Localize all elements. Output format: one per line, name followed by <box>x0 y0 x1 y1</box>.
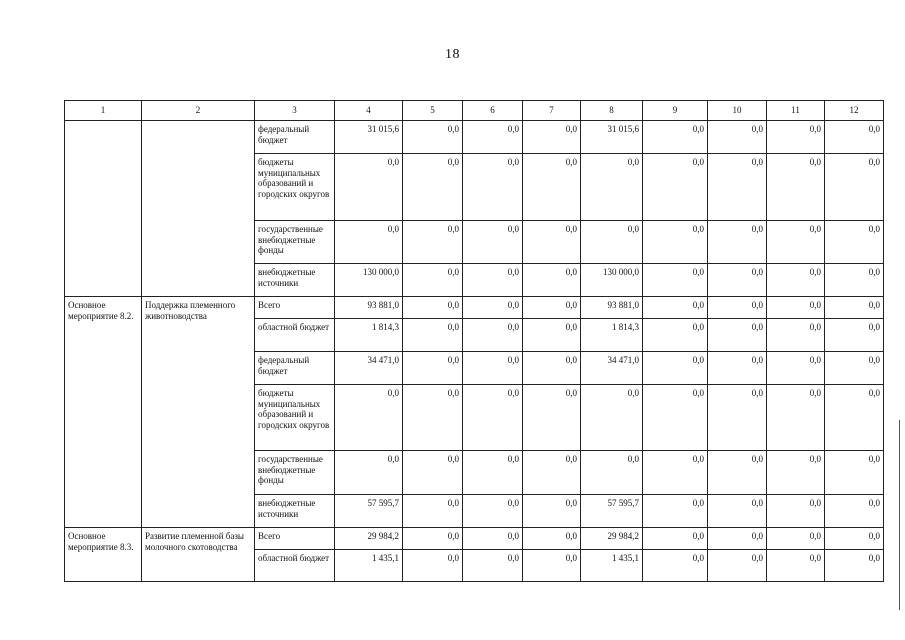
funding-source: Всего <box>255 528 335 550</box>
page-number: 18 <box>445 47 460 62</box>
event-name-cell <box>142 121 255 297</box>
value-cell: 0,0 <box>335 385 403 451</box>
scan-edge-mark <box>899 420 900 610</box>
column-header: 1 <box>65 101 142 121</box>
value-cell: 34 471,0 <box>581 352 643 385</box>
funding-source: государственные внебюджетные фонды <box>255 451 335 495</box>
column-header: 4 <box>335 101 403 121</box>
value-cell: 0,0 <box>463 528 523 550</box>
value-cell: 0,0 <box>523 352 581 385</box>
value-cell: 0,0 <box>643 528 708 550</box>
table-row <box>65 297 884 319</box>
value-cell: 0,0 <box>825 550 884 582</box>
funding-source: областной бюджет <box>255 319 335 352</box>
column-header: 11 <box>767 101 825 121</box>
value-cell: 0,0 <box>335 154 403 221</box>
value-cell: 0,0 <box>463 385 523 451</box>
value-cell: 0,0 <box>708 550 767 582</box>
value-cell: 0,0 <box>767 550 825 582</box>
value-cell: 0,0 <box>767 121 825 154</box>
value-cell: 1 814,3 <box>581 319 643 352</box>
value-cell: 0,0 <box>403 385 463 451</box>
value-cell: 0,0 <box>643 221 708 264</box>
value-cell: 0,0 <box>335 221 403 264</box>
value-cell: 0,0 <box>523 319 581 352</box>
budget-table <box>64 100 884 582</box>
value-cell: 0,0 <box>643 385 708 451</box>
value-cell: 1 814,3 <box>335 319 403 352</box>
value-cell: 0,0 <box>825 297 884 319</box>
value-cell: 0,0 <box>643 550 708 582</box>
value-cell: 0,0 <box>403 451 463 495</box>
value-cell: 0,0 <box>463 550 523 582</box>
value-cell: 0,0 <box>767 528 825 550</box>
value-cell: 0,0 <box>825 221 884 264</box>
value-cell: 0,0 <box>463 451 523 495</box>
value-cell: 0,0 <box>767 319 825 352</box>
event-cell <box>65 121 142 297</box>
value-cell: 0,0 <box>825 495 884 528</box>
value-cell: 0,0 <box>767 221 825 264</box>
column-header: 9 <box>643 101 708 121</box>
value-cell: 0,0 <box>403 297 463 319</box>
value-cell: 0,0 <box>403 264 463 297</box>
value-cell: 0,0 <box>767 264 825 297</box>
value-cell: 0,0 <box>403 154 463 221</box>
value-cell: 0,0 <box>643 495 708 528</box>
value-cell: 130 000,0 <box>581 264 643 297</box>
column-header: 8 <box>581 101 643 121</box>
funding-source: внебюджетные источники <box>255 264 335 297</box>
value-cell: 0,0 <box>523 528 581 550</box>
value-cell: 0,0 <box>463 221 523 264</box>
value-cell: 0,0 <box>463 264 523 297</box>
value-cell: 31 015,6 <box>335 121 403 154</box>
table-row <box>65 528 884 550</box>
value-cell: 0,0 <box>581 385 643 451</box>
event-cell: Основное мероприятие 8.2. <box>65 297 142 528</box>
column-header: 5 <box>403 101 463 121</box>
value-cell: 0,0 <box>403 495 463 528</box>
value-cell: 0,0 <box>403 528 463 550</box>
value-cell: 0,0 <box>523 121 581 154</box>
value-cell: 0,0 <box>825 385 884 451</box>
value-cell: 0,0 <box>403 121 463 154</box>
value-cell: 0,0 <box>523 451 581 495</box>
value-cell: 0,0 <box>581 451 643 495</box>
value-cell: 0,0 <box>767 495 825 528</box>
value-cell: 0,0 <box>825 319 884 352</box>
value-cell: 0,0 <box>767 154 825 221</box>
value-cell: 0,0 <box>403 352 463 385</box>
value-cell: 0,0 <box>523 495 581 528</box>
value-cell: 0,0 <box>825 352 884 385</box>
value-cell: 0,0 <box>708 319 767 352</box>
value-cell: 29 984,2 <box>581 528 643 550</box>
value-cell: 0,0 <box>403 319 463 352</box>
value-cell: 34 471,0 <box>335 352 403 385</box>
value-cell: 29 984,2 <box>335 528 403 550</box>
column-header: 7 <box>523 101 581 121</box>
value-cell: 0,0 <box>643 154 708 221</box>
value-cell: 57 595,7 <box>581 495 643 528</box>
column-header: 12 <box>825 101 884 121</box>
value-cell: 0,0 <box>463 495 523 528</box>
value-cell: 0,0 <box>403 550 463 582</box>
event-cell: Основное мероприятие 8.3. <box>65 528 142 582</box>
funding-source: бюджеты муниципальных образований и городских округов <box>255 385 335 451</box>
value-cell: 1 435,1 <box>581 550 643 582</box>
value-cell: 0,0 <box>643 297 708 319</box>
value-cell: 0,0 <box>523 297 581 319</box>
header-row <box>65 101 884 121</box>
value-cell: 93 881,0 <box>581 297 643 319</box>
value-cell: 0,0 <box>708 495 767 528</box>
value-cell: 0,0 <box>708 451 767 495</box>
value-cell: 0,0 <box>523 154 581 221</box>
value-cell: 0,0 <box>825 528 884 550</box>
funding-source: областной бюджет <box>255 550 335 582</box>
value-cell: 0,0 <box>463 121 523 154</box>
value-cell: 0,0 <box>708 221 767 264</box>
value-cell: 0,0 <box>523 221 581 264</box>
funding-source: федеральный бюджет <box>255 121 335 154</box>
value-cell: 0,0 <box>825 264 884 297</box>
value-cell: 0,0 <box>708 385 767 451</box>
value-cell: 130 000,0 <box>335 264 403 297</box>
value-cell: 0,0 <box>463 319 523 352</box>
value-cell: 0,0 <box>825 121 884 154</box>
value-cell: 0,0 <box>335 451 403 495</box>
value-cell: 93 881,0 <box>335 297 403 319</box>
column-header: 10 <box>708 101 767 121</box>
value-cell: 0,0 <box>463 297 523 319</box>
value-cell: 0,0 <box>825 451 884 495</box>
value-cell: 0,0 <box>643 264 708 297</box>
value-cell: 0,0 <box>643 319 708 352</box>
table-row <box>65 121 884 154</box>
funding-source: государственные внебюджетные фонды <box>255 221 335 264</box>
value-cell: 0,0 <box>767 297 825 319</box>
value-cell: 0,0 <box>523 550 581 582</box>
value-cell: 0,0 <box>708 121 767 154</box>
event-name-cell: Развитие племенной базы молочного скотоводства <box>142 528 255 582</box>
value-cell: 1 435,1 <box>335 550 403 582</box>
value-cell: 0,0 <box>767 385 825 451</box>
funding-source: федеральный бюджет <box>255 352 335 385</box>
value-cell: 0,0 <box>581 154 643 221</box>
event-name-cell: Поддержка племенного животноводства <box>142 297 255 528</box>
funding-source: бюджеты муниципальных образований и городских округов <box>255 154 335 221</box>
value-cell: 0,0 <box>523 385 581 451</box>
value-cell: 0,0 <box>708 264 767 297</box>
value-cell: 31 015,6 <box>581 121 643 154</box>
value-cell: 0,0 <box>643 352 708 385</box>
value-cell: 0,0 <box>767 451 825 495</box>
value-cell: 0,0 <box>643 121 708 154</box>
value-cell: 57 595,7 <box>335 495 403 528</box>
value-cell: 0,0 <box>463 154 523 221</box>
value-cell: 0,0 <box>708 352 767 385</box>
value-cell: 0,0 <box>463 352 523 385</box>
value-cell: 0,0 <box>767 352 825 385</box>
value-cell: 0,0 <box>708 297 767 319</box>
value-cell: 0,0 <box>643 451 708 495</box>
value-cell: 0,0 <box>403 221 463 264</box>
funding-source: внебюджетные источники <box>255 495 335 528</box>
value-cell: 0,0 <box>825 154 884 221</box>
column-header: 6 <box>463 101 523 121</box>
value-cell: 0,0 <box>523 264 581 297</box>
column-header: 3 <box>255 101 335 121</box>
column-header: 2 <box>142 101 255 121</box>
funding-source: Всего <box>255 297 335 319</box>
value-cell: 0,0 <box>708 154 767 221</box>
value-cell: 0,0 <box>708 528 767 550</box>
value-cell: 0,0 <box>581 221 643 264</box>
